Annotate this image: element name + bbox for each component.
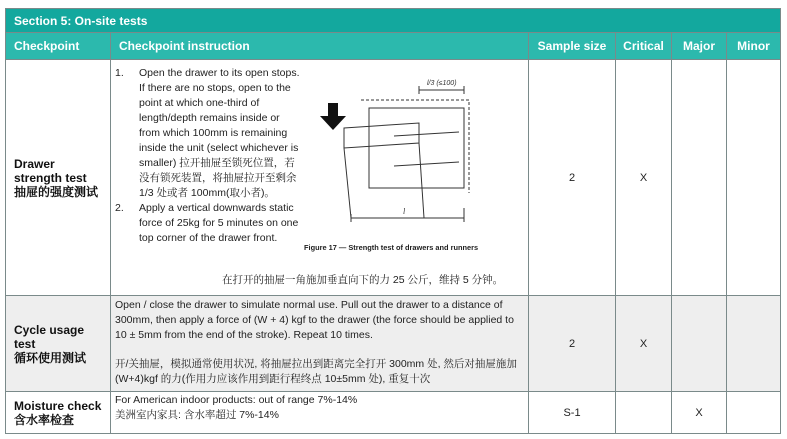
list-item [111, 201, 301, 246]
instruction-cell [111, 296, 529, 392]
section-title: Section 5: On-site tests [6, 9, 781, 33]
header-checkpoint: Checkpoint [6, 33, 111, 60]
header-major: Major [672, 33, 727, 60]
step-number: 2. [115, 202, 124, 214]
header-instruction: Checkpoint instruction [111, 33, 529, 60]
step-text-en: Apply a vertical downwards static force of 25kg for 5 minutes on one top corner of the drawer front. [139, 202, 299, 244]
step-text-zh: 拉开抽屉至锁死位置，若没有锁死装置，将抽屉拉开至剩余1/3 处或者 100mm(取小者)。 [139, 157, 297, 199]
step-text-zh-tail: 在打开的抽屉一角施加垂直向下的力 25 公斤，维持 5 分钟。 [222, 274, 504, 286]
major-value [672, 296, 727, 392]
instruction-text-zh: 开/关抽屉，模拟通常使用状况, 将抽屉拉出到距离完全打开 300mm 处, 然后对抽屉施加(W+4)kgf 的力(作用力应该作用到距行程终点 10±5mm 处), 重复十次 [115, 358, 517, 385]
section-header-row [6, 9, 781, 33]
major-value: X [672, 392, 727, 434]
checkpoint-name-cell [6, 392, 111, 434]
checkpoint-name-zh: 抽屉的强度测试 [14, 184, 99, 199]
header-critical: Critical [616, 33, 672, 60]
checkpoint-name-en: Cycle usage test [14, 322, 85, 351]
table-row [6, 392, 781, 434]
checkpoint-name-en: Moisture check [14, 398, 102, 413]
drawer-test-figure [299, 68, 509, 258]
figure-caption: Figure 17 — Strength test of drawers and runners [304, 243, 479, 252]
instruction-text-zh: 美洲室内家具: 含水率超过 7%-14% [115, 409, 279, 421]
checkpoint-name-en: Drawer strength test [14, 156, 87, 185]
figure-dimension-label: l/3 (≤100) [427, 80, 457, 87]
column-header-row [6, 33, 781, 60]
critical-value: X [616, 60, 672, 296]
critical-value [616, 392, 672, 434]
header-minor: Minor [727, 33, 781, 60]
checkpoint-name-cell [6, 296, 111, 392]
minor-value [727, 296, 781, 392]
checkpoint-name-zh: 含水率检查 [14, 412, 75, 427]
sample-size-value: 2 [529, 296, 616, 392]
list-item [111, 66, 301, 201]
instruction-cell [111, 60, 529, 296]
on-site-tests-table [5, 8, 781, 434]
table-row [6, 60, 781, 296]
checkpoint-name-cell [6, 60, 111, 296]
step-number: 1. [115, 67, 124, 79]
figure-length-label: l [403, 207, 406, 216]
sample-size-value: 2 [529, 60, 616, 296]
instruction-steps [111, 66, 301, 246]
instruction-text-en: For American indoor products: out of range 7%-14% [115, 394, 358, 406]
critical-value: X [616, 296, 672, 392]
header-sample-size: Sample size [529, 33, 616, 60]
instruction-text-en: Open / close the drawer to simulate normal use. Pull out the drawer to a distance of 300mm, then apply a force of (W + 4) kgf to the drawer (the force should be applied to 10 ± 5mm from the end of the stroke). Repeat 10 times. [115, 299, 514, 341]
instruction-cell [111, 392, 529, 434]
force-arrow-icon [320, 103, 346, 130]
major-value [672, 60, 727, 296]
table-row [6, 296, 781, 392]
checkpoint-name-zh: 循环使用测试 [14, 350, 87, 365]
step-text-en: Open the drawer to its open stops. If there are no stops, open to the point at which one-third of length/depth remains inside or from which 100mm is remaining inside the unit (select whichever is smaller) [139, 67, 300, 169]
minor-value [727, 60, 781, 296]
sample-size-value: S-1 [529, 392, 616, 434]
minor-value [727, 392, 781, 434]
